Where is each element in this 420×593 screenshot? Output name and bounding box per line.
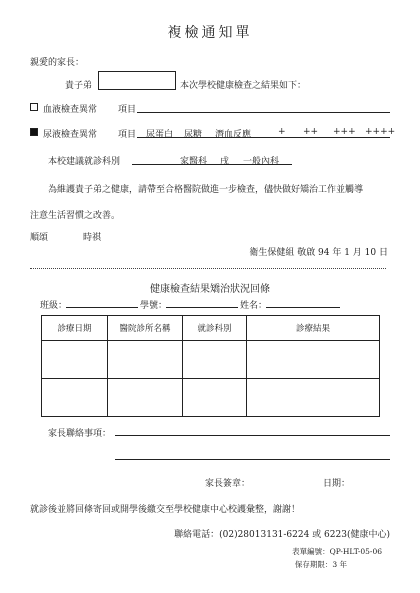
signature: 衛生保健組 敬啟 94 年 1 月 10 日: [249, 248, 388, 258]
greeting: 親愛的家長：: [30, 58, 85, 68]
return-note: 就診後並將回條寄回或開學後繳交至學校健康中心校護彙整，謝謝！: [30, 505, 301, 515]
urine-grade-2: ++: [303, 127, 319, 137]
class-line[interactable]: [66, 307, 138, 308]
blood-item-label: 項目: [118, 105, 137, 115]
urine-item-line: [137, 137, 390, 138]
table-row: [42, 341, 380, 379]
col-header-dept: 就診科別: [183, 316, 247, 341]
urine-item-sugar: 尿糖: [184, 130, 203, 140]
closing-1: 順頌: [30, 233, 49, 243]
advice-line-2: 注意生活習慣之改善。: [30, 211, 121, 221]
table-cell[interactable]: [247, 341, 380, 379]
table-cell[interactable]: [108, 341, 183, 379]
referral-dept1: 家醫科: [180, 157, 208, 167]
referral-label: 本校建議就診科別: [48, 157, 121, 167]
table-cell[interactable]: [42, 379, 108, 417]
urine-item-label: 項目: [118, 130, 137, 140]
blood-checkbox[interactable]: [30, 103, 38, 111]
blood-label: 血液檢查異常: [43, 105, 98, 115]
child-prefix: 貴子弟: [65, 81, 93, 91]
col-header-hospital: 醫院診所名稱: [108, 316, 183, 341]
advice-line-1: 為維護貴子弟之健康，請帶至合格醫院做進一步檢查，儘快做好矯治工作並觸導: [48, 185, 364, 195]
table-cell[interactable]: [108, 379, 183, 417]
table-row: [42, 379, 380, 417]
treatment-table: [41, 315, 380, 417]
table-cell[interactable]: [183, 341, 247, 379]
table-cell[interactable]: [42, 341, 108, 379]
name-line[interactable]: [266, 307, 340, 308]
seat-label: 學號：: [140, 301, 168, 311]
contact-label: 家長聯絡事項：: [48, 429, 112, 439]
table-cell[interactable]: [247, 379, 380, 417]
date-label: 日期：: [323, 479, 351, 489]
contact-line-1[interactable]: [115, 435, 390, 436]
col-header-result: 診療結果: [247, 316, 380, 341]
form-number: 表單編號：QP-HLT-05-06: [292, 547, 382, 556]
urine-grade-4: ++++: [365, 127, 396, 137]
seat-line[interactable]: [166, 307, 238, 308]
result-text: 本次學校健康檢查之結果如下：: [180, 81, 307, 91]
urine-label: 尿液檢查異常: [43, 130, 98, 140]
contact-line-2[interactable]: [115, 459, 390, 460]
table-cell[interactable]: [183, 379, 247, 417]
class-label: 班級：: [40, 301, 68, 311]
parent-sign-label: 家長簽章：: [205, 479, 251, 489]
page-title: 複檢通知單: [167, 25, 253, 41]
referral-conj: 戌: [220, 157, 230, 167]
cut-line: [30, 268, 386, 269]
urine-item-protein: 尿蛋白: [146, 130, 174, 140]
urine-grade-3: +++: [333, 127, 356, 137]
urine-grade-1: +: [278, 127, 286, 137]
blood-item-line: [137, 112, 390, 113]
col-header-date: 診療日期: [42, 316, 108, 341]
contact-phone: 聯絡電話：(02)28013131-6224 或 6223(健康中心): [174, 530, 390, 540]
referral-dept2: 一般內科: [243, 157, 280, 167]
retention-period: 保存期限：3 年: [294, 560, 347, 569]
reply-title: 健康檢查結果矯治狀況回條: [150, 284, 270, 295]
closing-2: 時祺: [83, 233, 102, 243]
name-label: 姓名：: [240, 301, 268, 311]
urine-item-blood: 潛血反應: [215, 130, 252, 140]
urine-checkbox[interactable]: [30, 128, 38, 136]
child-name-box[interactable]: [98, 71, 176, 90]
